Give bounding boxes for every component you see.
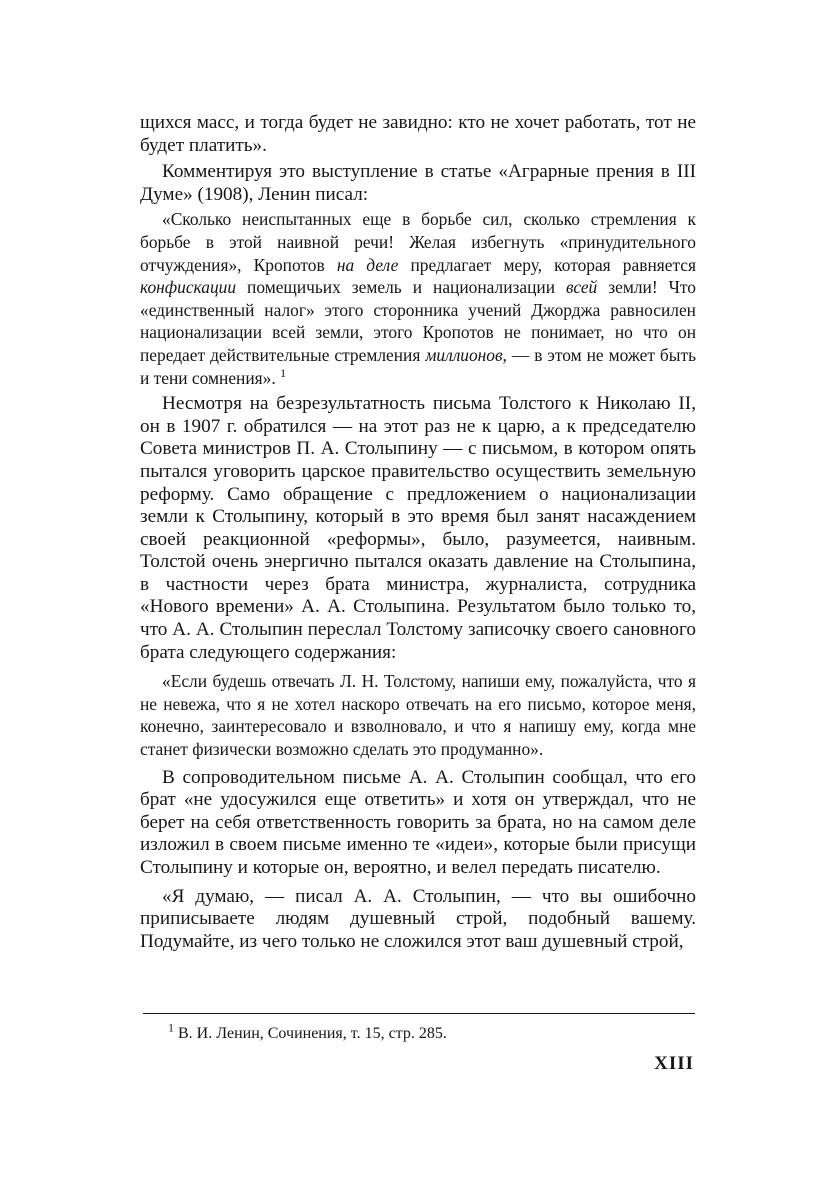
- quote-lenin-emphasis-vsey: всей: [566, 277, 598, 298]
- quote-lenin-part-i: — в этом не может быть и тени сомнения».: [140, 344, 696, 388]
- footnote-reference: 1: [280, 365, 287, 380]
- paragraph-continuation: щихся масс, и тогда будет не завидно: кто не хочет работать, тот не будет платить».: [140, 112, 696, 156]
- page-body: [140, 112, 696, 953]
- quote-stolypin-note: «Если будешь отвечать Л. Н. Толстому, напиши ему, пожалуйста, что я не невежа, что я не хотел наскоро отвечать на его письмо, которое меня, конечно, заинтересовало и взволновало, и что я напишу ему, когда мне станет физически возможно сделать это продуманно».: [140, 671, 696, 760]
- quote-stolypin-letter: «Я думаю, — писал А. А. Столыпин, — что вы ошибочно приписываете людям душевный строй, подобный вашему. Подумайте, из чего только не сложился этот ваш душевный строй,: [140, 885, 696, 952]
- quote-lenin-emphasis-na-dele: на деле: [336, 254, 399, 275]
- paragraph-accompanying-letter: В сопроводительном письме А. А. Столыпин сообщал, что его брат «не удосужился еще ответить» и хотя он утверждал, что не берет на себя ответственность говорить за брата, но на самом деле изложил в своем письме именно те «идеи», которые были присущи Столыпину и которые он, вероятно, и велел передать писателю.: [140, 766, 696, 878]
- footnote-text: В. И. Ленин, Сочинения, т. 15, стр. 285.: [174, 1025, 447, 1042]
- quote-lenin-part-g: земли! Что «единственный налог» этого сторонника учений Джорджа равносилен национализации всей земли, этого Кропотов не понимает, но что он передает действительные стремления: [140, 277, 696, 365]
- paragraph-tolstoy-stolypin: Несмотря на безрезультатность письма Толстого к Николаю II, он в 1907 г. обратился — на этот раз не к царю, а к председателю Совета министров П. А. Столыпину — с письмом, в котором опять пытался уговорить царское правительство осуществить земельную реформу. Само обращение с предложением о национализации земли к Столыпину, который в это время был занят насаждением своей реакционной «реформы», было, разумеется, наивным. Толстой очень энергично пытался оказать давление на Столыпина, в частности через брата министра, журналиста, сотрудника «Нового времени» А. А. Столыпина. Результатом было только то, что А. А. Столыпин переслал Толстому записочку своего сановного брата следующего содержания:: [140, 393, 696, 663]
- quote-lenin-part-a: «Сколько неиспытанных еще в борьбе сил, сколько стремления к борьбе в этой наивной речи! Желая избегнуть «принудительного отчуждения», Кропотов: [140, 209, 696, 275]
- footnote: [168, 1020, 447, 1044]
- page-number: XIII: [654, 1053, 694, 1074]
- paragraph-commentary-intro: Комментируя это выступление в статье «Аграрные прения в III Думе» (1908), Ленин писал:: [140, 161, 696, 205]
- quote-lenin-part-e: помещичьих земель и национализации: [236, 277, 567, 298]
- footnote-divider: [143, 1013, 695, 1014]
- quote-lenin-emphasis-konfiskacii: конфискации: [140, 277, 237, 298]
- quote-lenin-emphasis-millionov: миллионов,: [425, 344, 507, 365]
- quote-lenin-part-c: предлагает меру, которая равняется: [398, 254, 696, 275]
- quote-lenin: [140, 208, 696, 389]
- footnote-marker: 1: [168, 1020, 174, 1035]
